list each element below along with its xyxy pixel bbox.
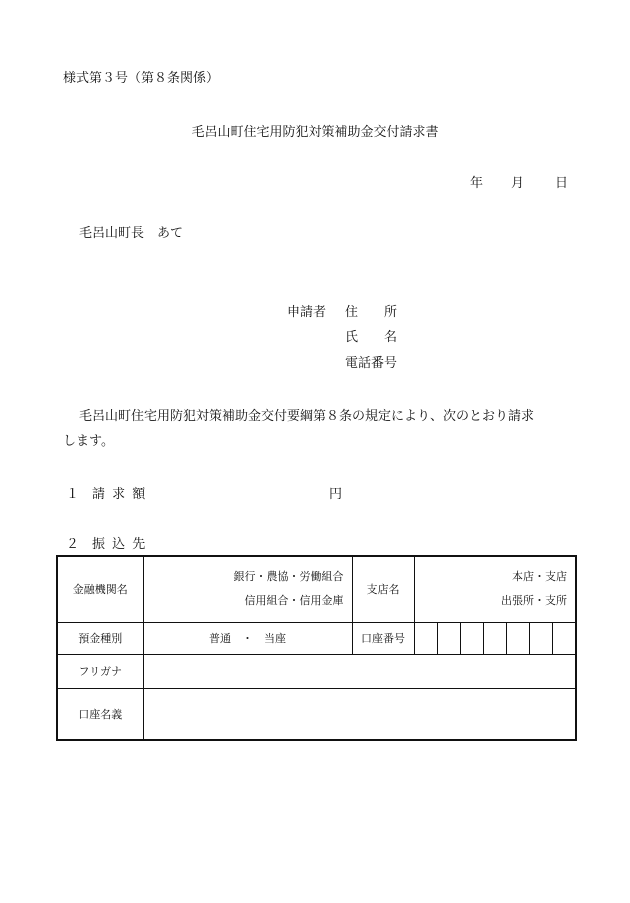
institution-types-line2: 信用組合・信用金庫: [244, 594, 344, 608]
destination-label: 振込先: [92, 537, 153, 552]
table-row-institution: [57, 556, 576, 622]
account-digit-5[interactable]: [506, 622, 529, 654]
date-year: 年: [470, 176, 484, 191]
destination-number: ２: [66, 537, 80, 552]
table-row-deposit: [57, 622, 576, 654]
branch-types-line2: 出張所・支所: [501, 594, 568, 608]
form-number: 様式第３号（第８条関係）: [63, 71, 220, 86]
deposit-type-options[interactable]: 普通 ・ 当座: [143, 622, 352, 654]
table-row-account-name: [57, 688, 576, 740]
date-month: 月: [511, 176, 525, 191]
body-text-line1: 毛呂山町住宅用防犯対策補助金交付要綱第８条の規定により、次のとおり請求: [79, 409, 535, 424]
table-row-furigana: [57, 654, 576, 688]
applicant-address-label: 住 所: [345, 305, 398, 320]
amount-number: １: [66, 487, 80, 502]
amount-label: 請求額: [92, 487, 153, 502]
date-day: 日: [555, 176, 569, 191]
account-number-label: 口座番号: [352, 622, 414, 654]
branch-types[interactable]: [414, 556, 576, 622]
institution-label: 金融機関名: [57, 556, 143, 622]
body-text-line2: します。: [63, 434, 114, 449]
branch-types-line1: 本店・支店: [512, 570, 568, 584]
furigana-label: フリガナ: [57, 654, 143, 688]
account-digit-7[interactable]: [552, 622, 576, 654]
account-digit-2[interactable]: [437, 622, 460, 654]
account-name-field[interactable]: [143, 688, 576, 740]
account-name-label: 口座名義: [57, 688, 143, 740]
deposit-type-label: 預金種別: [57, 622, 143, 654]
addressee: 毛呂山町長 あて: [79, 226, 184, 241]
applicant-label: 申請者: [287, 305, 327, 320]
account-digit-6[interactable]: [529, 622, 552, 654]
institution-types[interactable]: [143, 556, 352, 622]
furigana-field[interactable]: [143, 654, 576, 688]
bank-transfer-table: [56, 555, 577, 741]
account-digit-3[interactable]: [460, 622, 483, 654]
page-title: 毛呂山町住宅用防犯対策補助金交付請求書: [191, 125, 439, 140]
applicant-phone-label: 電話番号: [345, 356, 398, 371]
account-digit-4[interactable]: [483, 622, 506, 654]
amount-unit: 円: [329, 487, 343, 502]
branch-label: 支店名: [352, 556, 414, 622]
account-digit-1[interactable]: [414, 622, 437, 654]
applicant-name-label: 氏 名: [345, 330, 398, 345]
institution-types-line1: 銀行・農協・労働組合: [233, 570, 344, 584]
